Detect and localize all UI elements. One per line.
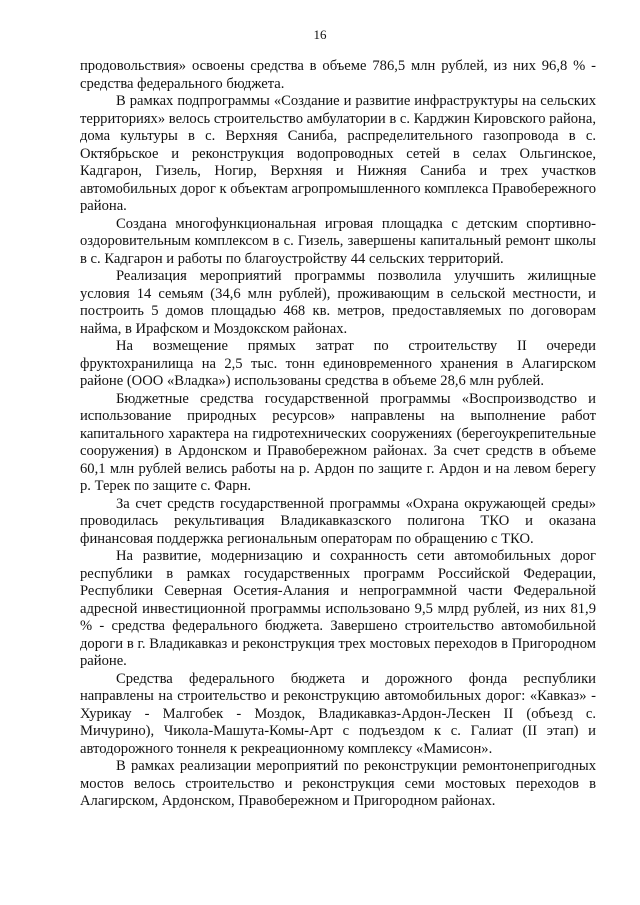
paragraph-rural-infrastructure: В рамках подпрограммы «Создание и развитие инфраструктуры на сельских территориях» велось строительство амбулатории в с. Карджин Кировского района, дома культуры в с. Верхняя Саниба, распределительного газопровода в с. Октябрьское и реконструкция водопроводных сетей в селах Ольгинское, Кадгарон, Гизель, Ногир, Верхняя и Нижняя Саниба и трех участков автомобильных дорог к объектам агропромышленного комплекса Правобережного района. (80, 93, 596, 214)
paragraph-food-funding: продовольствия» освоены средства в объеме 786,5 млн рублей, из них 96,8 % - средства федерального бюджета. (80, 58, 596, 92)
page-number: 16 (313, 27, 327, 42)
paragraph-road-network: На развитие, модернизацию и сохранность сети автомобильных дорог республики в рамках государственных программ Российской Федерации, Республики Северная Осетия-Алания и непрограммной части Федеральной адресной инвестиционной программы использовано 9,5 млрд рублей, из них 81,9 % - средства федерального бюджета. Завершено строительство автомобильной дороги в г. Владикавказ и реконструкция трех мостовых переходов в Пригородном районе. (80, 548, 596, 669)
paragraph-road-construction: Средства федерального бюджета и дорожного фонда республики направлены на строительство и реконструкцию автомобильных дорог: «Кавказ» - Хурикау - Малгобек - Моздок, Владикавказ-Ардон-Лескен II (объезд с. Мичурино), Чикола-Машута-Комы-Арт с подъездом к с. Галиат (II этап) и автодорожного тоннеля к рекреационному комплексу «Мамисон». (80, 670, 596, 757)
paragraph-environment: За счет средств государственной программы «Охрана окружающей среды» проводилась рекультивация Владикавказского полигона ТКО и оказана финансовая поддержка региональным операторам по обращению с ТКО. (80, 495, 596, 547)
paragraph-fruit-storage: На возмещение прямых затрат по строительству II очереди фруктохранилища на 2,5 тыс. тонн единовременного хранения в Алагирском районе (ООО «Владка») использованы средства в объеме 28,6 млн рублей. (80, 338, 596, 389)
paragraph-natural-resources: Бюджетные средства государственной программы «Воспроизводство и использование природных ресурсов» направлены на выполнение работ капитального характера на гидротехнических сооружениях (берегоукрепительные сооружения) в Ардонском и Правобережном районах. За счет средств в объеме 60,1 млн рублей велись работы на р. Ардон по защите г. Ардон и на левом берегу р. Терек по защите с. Фарн. (80, 390, 596, 494)
paragraph-bridges: В рамках реализации мероприятий по реконструкции ремонтонепригодных мостов велось строительство и реконструкция семи мостовых переходов в Алагирском, Ардонском, Правобережном и Пригородном районах. (80, 758, 596, 809)
paragraph-housing: Реализация мероприятий программы позволила улучшить жилищные условия 14 семьям (34,6 млн рублей), проживающим в сельской местности, и построить 5 домов площадью 468 кв. метров, предоставляемых по договорам найма, в Ирафском и Моздокском районах. (80, 268, 596, 337)
document-body (80, 58, 596, 811)
paragraph-playground: Создана многофункциональная игровая площадка с детским спортивно-оздоровительным комплексом в с. Гизель, завершены капитальный ремонт школы в с. Кадгарон и работы по благоустройству 44 сельских территорий. (80, 215, 596, 267)
